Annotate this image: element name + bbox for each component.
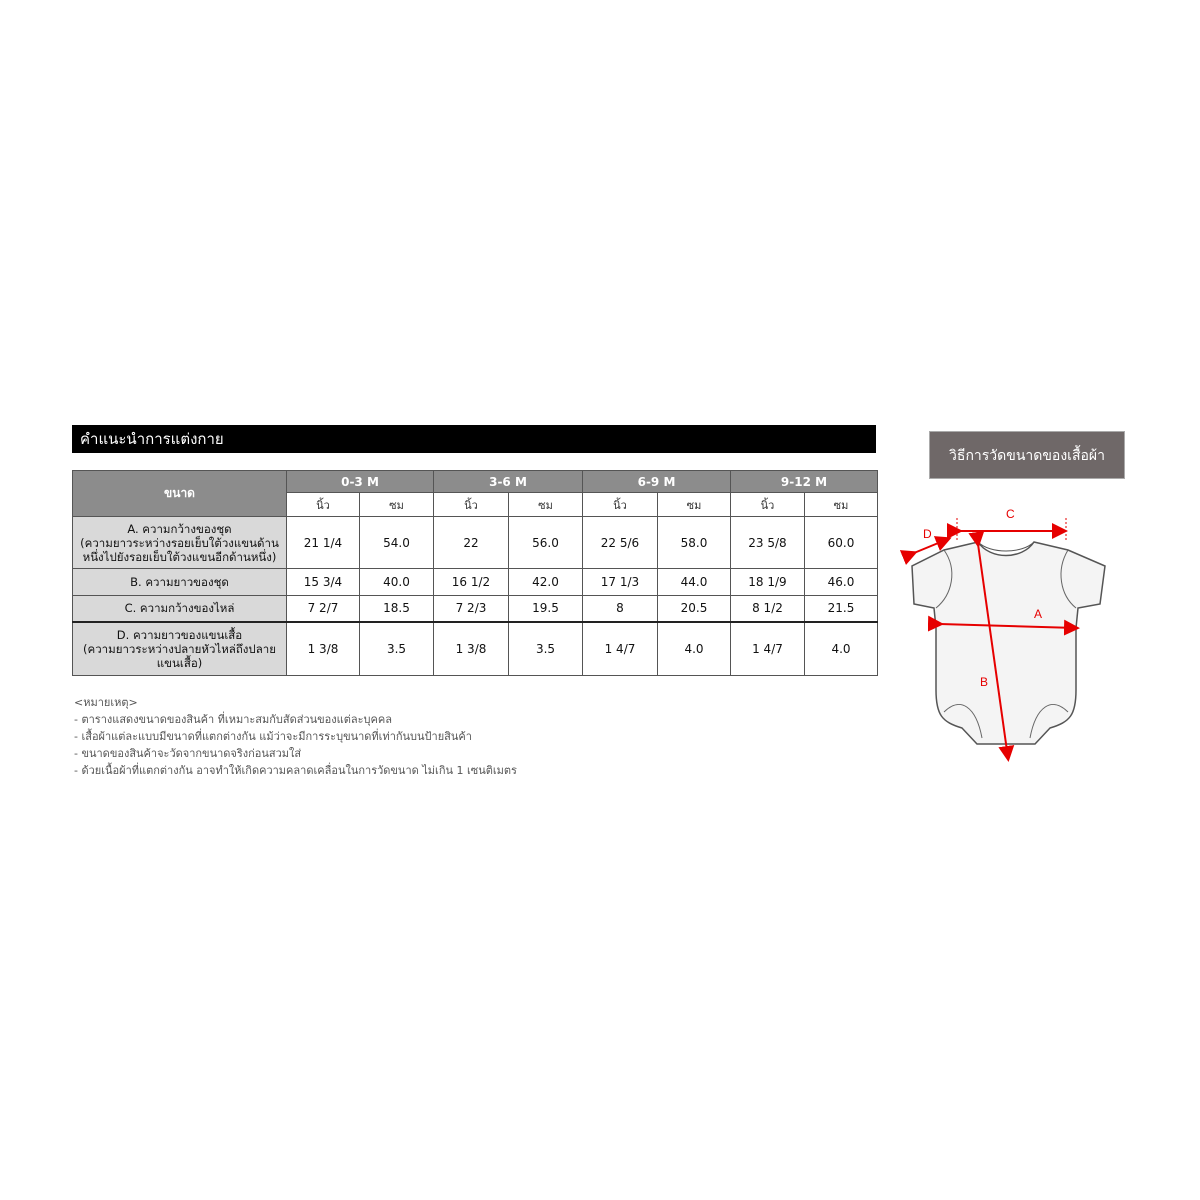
unit-cm: ซม xyxy=(509,493,583,517)
table-cell: 21 1/4 xyxy=(287,517,360,569)
row-label-line: แขนเสื้อ) xyxy=(156,655,203,670)
table-cell: 22 5/6 xyxy=(583,517,658,569)
table-cell: 19.5 xyxy=(509,596,583,622)
table-cell: 56.0 xyxy=(509,517,583,569)
table-cell: 44.0 xyxy=(658,569,731,596)
page-title: คำแนะนำการแต่งกาย xyxy=(72,425,876,453)
table-cell: 1 3/8 xyxy=(287,622,360,676)
row-label-line: A. ความกว้างของชุด xyxy=(127,521,232,536)
unit-inch: นิ้ว xyxy=(583,493,658,517)
table-cell: 17 1/3 xyxy=(583,569,658,596)
note-item: - ด้วยเนื้อผ้าที่แตกต่างกัน อาจทำให้เกิดความคลาดเคลื่อนในการวัดขนาด ไม่เกิน 1 เซนติเมตร xyxy=(74,764,517,777)
table-cell: 4.0 xyxy=(658,622,731,676)
table-cell: 21.5 xyxy=(805,596,878,622)
label-a: A xyxy=(1034,607,1043,621)
size-col-3-6m: 3-6 M xyxy=(434,471,583,493)
table-cell: 3.5 xyxy=(509,622,583,676)
table-row xyxy=(73,622,878,676)
row-label-d xyxy=(73,622,287,676)
table-cell: 58.0 xyxy=(658,517,731,569)
table-cell: 1 4/7 xyxy=(731,622,805,676)
table-cell: 15 3/4 xyxy=(287,569,360,596)
unit-cm: ซม xyxy=(658,493,731,517)
table-cell: 8 xyxy=(583,596,658,622)
row-label-b: B. ความยาวของชุด xyxy=(73,569,287,596)
label-b: B xyxy=(980,675,989,689)
table-cell: 60.0 xyxy=(805,517,878,569)
table-cell: 1 4/7 xyxy=(583,622,658,676)
table-cell: 42.0 xyxy=(509,569,583,596)
label-d: D xyxy=(923,527,932,541)
unit-cm: ซม xyxy=(360,493,434,517)
unit-inch: นิ้ว xyxy=(287,493,360,517)
table-row xyxy=(73,517,878,569)
notes-heading: <หมายเหตุ> xyxy=(74,696,138,709)
label-c: C xyxy=(1006,507,1015,521)
table-cell: 4.0 xyxy=(805,622,878,676)
row-label-c: C. ความกว้างของไหล่ xyxy=(73,596,287,622)
unit-cm: ซม xyxy=(805,493,878,517)
size-col-9-12m: 9-12 M xyxy=(731,471,878,493)
size-col-6-9m: 6-9 M xyxy=(583,471,731,493)
table-cell: 22 xyxy=(434,517,509,569)
note-item: - เสื้อผ้าแต่ละแบบมีขนาดที่แตกต่างกัน แม้ว่าจะมีการระบุขนาดที่เท่ากันบนป้ายสินค้า xyxy=(74,730,472,743)
row-label-line: D. ความยาวของแขนเสื้อ xyxy=(116,627,243,642)
size-col-0-3m: 0-3 M xyxy=(287,471,434,493)
size-table xyxy=(72,470,878,676)
table-cell: 7 2/7 xyxy=(287,596,360,622)
table-cell: 20.5 xyxy=(658,596,731,622)
unit-inch: นิ้ว xyxy=(434,493,509,517)
how-to-measure-button[interactable]: วิธีการวัดขนาดของเสื้อผ้า xyxy=(929,431,1125,479)
table-row xyxy=(73,596,878,622)
row-label-line: หนึ่งไปยังรอยเย็บใต้วงแขนอีกด้านหนึ่ง) xyxy=(82,549,277,564)
table-cell: 3.5 xyxy=(360,622,434,676)
notes xyxy=(74,694,517,779)
note-item: - ตารางแสดงขนาดของสินค้า ที่เหมาะสมกับสัดส่วนของแต่ละบุคคล xyxy=(74,713,392,726)
row-label-line: (ความยาวระหว่างปลายหัวไหล่ถึงปลาย xyxy=(83,641,276,656)
note-item: - ขนาดของสินค้าจะวัดจากขนาดจริงก่อนสวมใส่ xyxy=(74,747,302,760)
bodysuit-diagram xyxy=(900,500,1120,770)
table-cell: 18.5 xyxy=(360,596,434,622)
size-header: ขนาด xyxy=(73,471,287,517)
bodysuit-outline xyxy=(912,542,1105,744)
row-label-line: (ความยาวระหว่างรอยเย็บใต้วงแขนด้าน xyxy=(80,535,279,550)
row-label-a xyxy=(73,517,287,569)
table-row xyxy=(73,569,878,596)
table-cell: 7 2/3 xyxy=(434,596,509,622)
table-cell: 1 3/8 xyxy=(434,622,509,676)
table-cell: 23 5/8 xyxy=(731,517,805,569)
table-cell: 16 1/2 xyxy=(434,569,509,596)
table-cell: 54.0 xyxy=(360,517,434,569)
unit-inch: นิ้ว xyxy=(731,493,805,517)
table-cell: 46.0 xyxy=(805,569,878,596)
table-cell: 8 1/2 xyxy=(731,596,805,622)
table-cell: 40.0 xyxy=(360,569,434,596)
table-cell: 18 1/9 xyxy=(731,569,805,596)
